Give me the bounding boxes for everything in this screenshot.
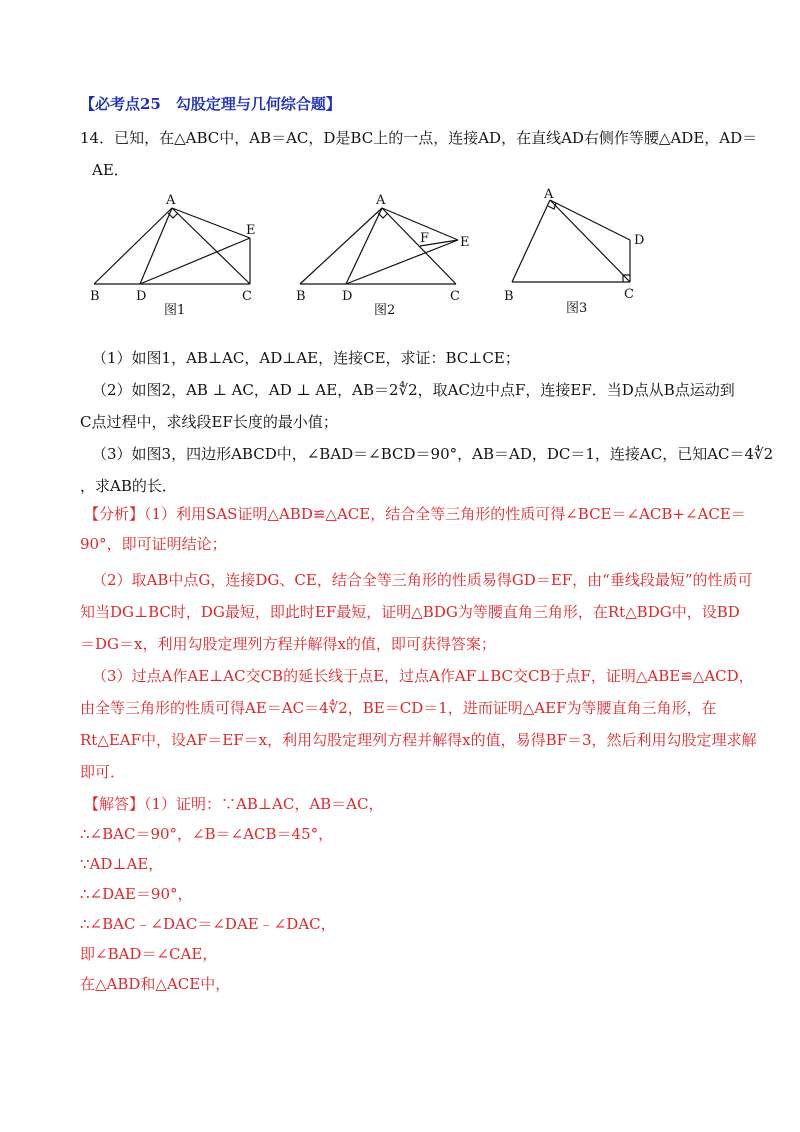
fig1-label-e: E: [246, 223, 256, 238]
fig3-segment-ad: [550, 200, 630, 240]
analysis-line5: ＝DG＝x，利用勾股定理列方程并解得x的值，即可获得答案；: [80, 635, 496, 653]
fig2-caption: 图2: [374, 303, 396, 318]
fig2-segment-ab: [300, 208, 382, 284]
fig2-label-c: C: [450, 289, 460, 304]
fig1-label-a: A: [166, 193, 176, 208]
question-1: （1）如图1，AB⊥AC，AD⊥AE，连接CE，求证：BC⊥CE；: [92, 349, 520, 367]
fig3-segment-ab: [512, 200, 550, 282]
fig2-label-e: E: [460, 235, 470, 250]
fig1-right-angle-mark: [168, 213, 178, 218]
fig1-caption: 图1: [164, 303, 186, 318]
figure-3: [504, 187, 644, 316]
solution-line1: [84, 792, 383, 816]
question-2-line1: （2）如图2，AB ⊥ AC，AD ⊥ AE，AB＝2∜2，取AC边中点F，连接EF．当D点从B点运动到: [92, 381, 735, 399]
solution-line2: ∴∠BAC＝90°，∠B＝∠ACB＝45°，: [80, 825, 334, 843]
fig3-segment-ac: [550, 200, 630, 282]
solution-line5: ∴∠BAC﹣∠DAC＝∠DAE﹣∠DAC，: [80, 915, 336, 933]
fig3-label-b: B: [504, 289, 514, 304]
question-3-line1: （3）如图3，四边形ABCD中，∠BAD＝∠BCD＝90°，AB＝AD，DC＝1，连接AC，已知AC＝4∜2: [92, 445, 774, 463]
fig2-label-a: A: [376, 193, 386, 208]
fig2-label-f: F: [420, 231, 430, 246]
fig3-label-d: D: [634, 233, 645, 248]
fig2-label-d: D: [342, 289, 353, 304]
analysis-line2: 90°，即可证明结论；: [80, 535, 227, 553]
fig1-label-c: C: [242, 289, 252, 304]
fig1-segment-ac: [172, 208, 250, 284]
fig3-label-c: C: [624, 287, 634, 302]
question-2-line2: C点过程中，求线段EF长度的最小值；: [80, 413, 338, 431]
figures: [84, 182, 744, 332]
analysis-line9: 即可．: [80, 763, 126, 781]
analysis-line7: 由全等三角形的性质可得AE＝AC＝4∜2，BE＝CD＝1，进而证明△AEF为等腰直角三角形，在: [80, 699, 717, 717]
figure-2: [296, 193, 470, 318]
fig1-label-d: D: [136, 289, 147, 304]
fig3-label-a: A: [544, 187, 554, 202]
solution-line3: ∵AD⊥AE，: [80, 855, 164, 873]
fig1-label-b: B: [90, 289, 100, 304]
fig3-right-angle-mark-a: [548, 203, 556, 209]
fig1-segment-ae: [172, 208, 250, 238]
analysis-line3: （2）取AB中点G，连接DG、CE，结合全等三角形的性质易得GD＝EF，由“垂线段最短”的性质可: [92, 571, 753, 589]
geometry-figures: [84, 182, 744, 332]
section-header: 【必考点25 勾股定理与几何综合题】: [80, 95, 341, 113]
question-3-line2: ，求AB的长．: [80, 477, 177, 495]
fig2-label-b: B: [296, 289, 306, 304]
fig1-segment-ab: [94, 208, 172, 284]
analysis-line4: 知当DG⊥BC时，DG最短，即此时EF最短，证明△BDG为等腰直角三角形，在Rt△BDG中，设BD: [80, 603, 740, 621]
solution-line7: 在△ABD和△ACE中，: [80, 975, 231, 993]
problem-statement-line2: AE．: [92, 161, 129, 179]
figure-1: [90, 193, 256, 318]
analysis-line1: 【分析】（1）利用SAS证明△ABD≌△ACE，结合全等三角形的性质可得∠BCE＝∠ACB+∠ACE＝: [84, 505, 746, 523]
analysis-line8: Rt△EAF中，设AF＝EF＝x，利用勾股定理列方程并解得x的值，易得BF＝3，然后利用勾股定理求解: [80, 731, 757, 749]
fig2-right-angle-mark: [378, 213, 388, 218]
fig2-segment-de: [346, 240, 458, 284]
solution-line6: 即∠BAD＝∠CAE，: [80, 945, 218, 963]
solution-line1-text: 【解答】（1）证明：∵AB⊥AC，AB＝AC，: [84, 795, 384, 813]
problem-statement-line1: 14．已知，在△ABC中，AB＝AC，D是BC上的一点，连接AD，在直线AD右侧作等腰△ADE，AD＝: [80, 129, 758, 147]
fig2-segment-ac: [382, 208, 456, 284]
solution-line4: ∴∠DAE＝90°，: [80, 885, 193, 903]
analysis-line6: （3）过点A作AE⊥AC交CB的延长线于点E，过点A作AF⊥BC交CB于点F，证明△ABE≌△ACD，: [92, 667, 754, 685]
fig3-caption: 图3: [566, 301, 588, 316]
